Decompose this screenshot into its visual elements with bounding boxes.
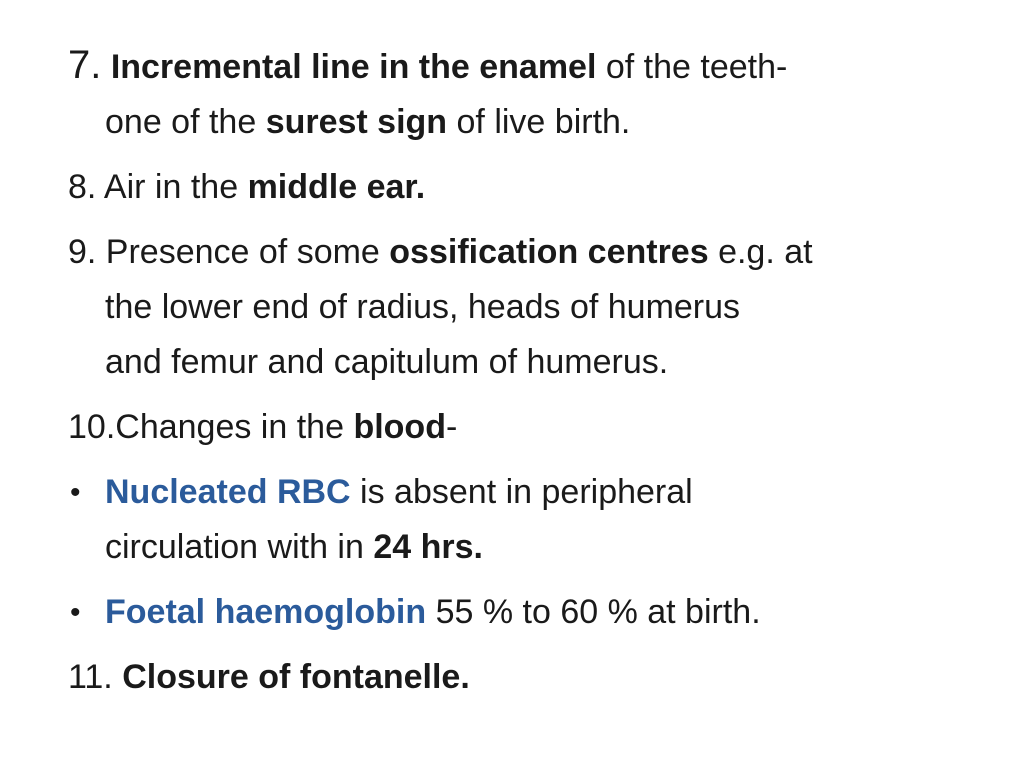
list-item-10-line-1 [68,400,968,455]
item-text: of live birth. [447,103,631,141]
bullet-icon: • [70,596,81,629]
bold-text: surest sign [265,103,448,141]
item-text: - [445,408,458,446]
item-text: Air in the [96,168,248,206]
bullet-icon: • [70,476,81,509]
item-text: one of the [105,103,266,141]
list-item-8-line-1 [68,160,968,215]
list-item-11-line-1 [68,650,968,705]
list-item-number: 11. [68,658,113,696]
list-item-number: 8. [68,168,97,206]
bold-text: middle ear. [247,168,426,206]
bullet-line-1 [68,585,968,640]
content-list [68,38,968,715]
item-text: Presence of some [96,233,390,271]
bullet-item-nucleated-rbc [68,465,968,575]
list-item-8 [68,160,968,215]
list-item-number: 7. [68,43,102,87]
item-text: circulation with in [105,528,374,566]
list-item-number: 9. [68,233,97,271]
bullet-item-foetal-haemoglobin [68,585,968,640]
item-text: e.g. at [708,233,813,271]
bold-text: ossification centres [389,233,709,271]
item-text: of the teeth- [596,48,788,86]
bullet-line-1 [68,465,968,520]
list-item-10 [68,400,968,455]
bold-text: Incremental line in the enamel [110,48,597,86]
item-text [113,658,122,696]
bold-text: 24 hrs. [373,528,483,566]
bullet-line-2 [68,520,968,575]
list-item-9-line-1 [68,225,968,280]
list-item-9-line-3: and femur and capitulum of humerus. [105,343,669,381]
list-item-7 [68,38,968,150]
item-text: is absent in peripheral [350,473,693,511]
highlight-text: Foetal haemoglobin [105,593,427,631]
item-text: Changes in the [115,408,354,446]
list-item-11 [68,650,968,705]
list-item-7-line-2 [68,95,968,150]
item-text: 55 % to 60 % at birth. [426,593,761,631]
list-item-7-line-1 [68,38,968,95]
highlight-text: Nucleated RBC [105,473,351,511]
bold-text: blood [353,408,446,446]
list-item-9-line-2: the lower end of radius, heads of humerus [105,288,741,326]
list-item-number: 10. [68,408,116,446]
list-item-9 [68,225,968,390]
bold-text: Closure of fontanelle. [122,658,470,696]
